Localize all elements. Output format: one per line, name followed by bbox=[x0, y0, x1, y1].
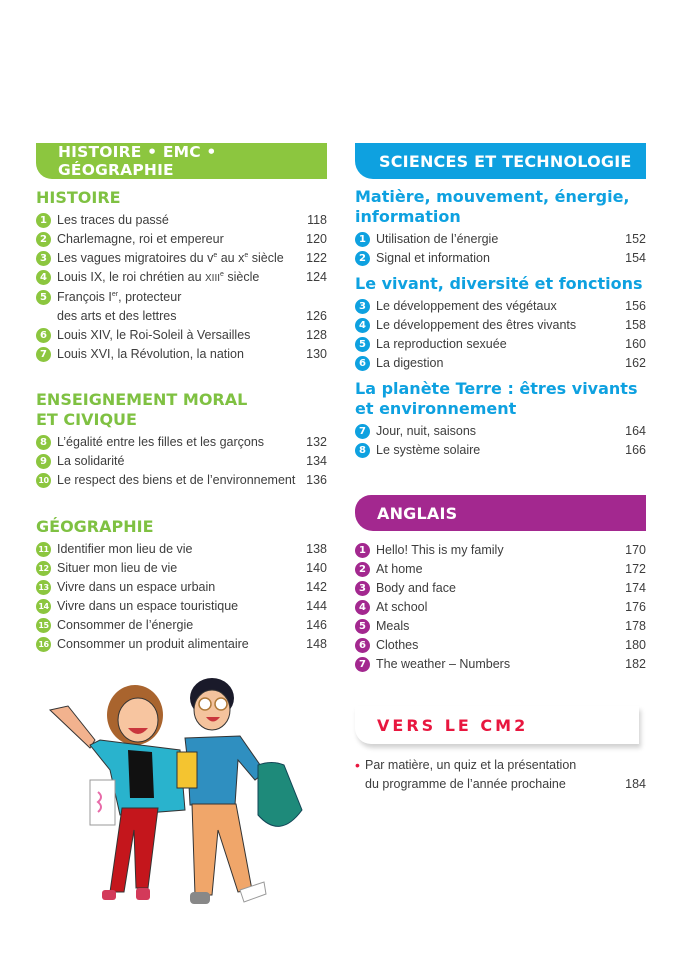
entry-label: Jour, nuit, saisons bbox=[376, 424, 477, 438]
histoire-title: HISTOIRE bbox=[36, 188, 121, 207]
number-badge: 3 bbox=[36, 251, 51, 266]
geographie-list bbox=[36, 540, 327, 654]
entry-label: Les traces du passé bbox=[57, 213, 169, 227]
entry-label: Le respect des biens et de l’environnement bbox=[57, 473, 296, 487]
toc-entry[interactable] bbox=[36, 230, 327, 249]
number-badge: 11 bbox=[36, 542, 51, 557]
entry-label: Clothes bbox=[376, 638, 419, 652]
entry-label: La digestion bbox=[376, 356, 444, 370]
toc-entry[interactable] bbox=[36, 433, 327, 452]
entry-label: Vivre dans un espace touristique bbox=[57, 599, 239, 613]
toc-entry[interactable] bbox=[36, 249, 327, 268]
matiere-title: Matière, mouvement, énergie, information bbox=[355, 187, 630, 226]
entry-label: Consommer de l’énergie bbox=[57, 618, 194, 632]
entry-label: Vivre dans un espace urbain bbox=[57, 580, 216, 594]
emc-title: ENSEIGNEMENT MORAL ET CIVIQUE bbox=[36, 390, 248, 429]
page-number: 172 bbox=[625, 562, 646, 576]
toc-entry[interactable] bbox=[355, 756, 646, 794]
page-number: 176 bbox=[625, 600, 646, 614]
number-badge: 5 bbox=[355, 619, 370, 634]
toc-entry[interactable] bbox=[355, 636, 646, 655]
entry-label: Identifier mon lieu de vie bbox=[57, 542, 193, 556]
number-badge: 2 bbox=[355, 251, 370, 266]
number-badge: 3 bbox=[355, 581, 370, 596]
toc-entry[interactable] bbox=[36, 616, 327, 635]
number-badge: 2 bbox=[36, 232, 51, 247]
toc-entry[interactable] bbox=[355, 560, 646, 579]
number-badge: 4 bbox=[36, 270, 51, 285]
number-badge: 10 bbox=[36, 473, 51, 488]
entry-label: La solidarité bbox=[57, 454, 125, 468]
toc-entry[interactable] bbox=[355, 655, 646, 674]
page-number: 124 bbox=[306, 270, 327, 284]
toc-entry[interactable] bbox=[36, 471, 327, 490]
page-number: 156 bbox=[625, 299, 646, 313]
number-badge: 5 bbox=[36, 290, 51, 305]
page-number: 154 bbox=[625, 251, 646, 265]
toc-entry[interactable] bbox=[355, 541, 646, 560]
bullet-icon: • bbox=[355, 757, 360, 773]
vivant-title: Le vivant, diversité et fonctions bbox=[355, 274, 643, 293]
toc-entry[interactable] bbox=[36, 211, 327, 230]
toc-entry[interactable] bbox=[36, 452, 327, 471]
entry-label: Body and face bbox=[376, 581, 456, 595]
entry-label: Signal et information bbox=[376, 251, 490, 265]
page-number: 120 bbox=[306, 232, 327, 246]
toc-entry[interactable] bbox=[36, 635, 327, 654]
entry-label: Le système solaire bbox=[376, 443, 481, 457]
toc-entry[interactable] bbox=[355, 230, 646, 249]
entry-label: Consommer un produit alimentaire bbox=[57, 637, 249, 651]
number-badge: 4 bbox=[355, 600, 370, 615]
page-number: 128 bbox=[306, 328, 327, 342]
entry-label: Hello! This is my family bbox=[376, 543, 504, 557]
page-number: 144 bbox=[306, 599, 327, 613]
number-badge: 3 bbox=[355, 299, 370, 314]
number-badge: 14 bbox=[36, 599, 51, 614]
entry-label: Utilisation de l’énergie bbox=[376, 232, 499, 246]
toc-entry[interactable] bbox=[355, 316, 646, 335]
toc-entry[interactable] bbox=[36, 597, 327, 616]
toc-entry[interactable] bbox=[36, 559, 327, 578]
number-badge: 15 bbox=[36, 618, 51, 633]
number-badge: 13 bbox=[36, 580, 51, 595]
page-number: 122 bbox=[306, 251, 327, 265]
page-number: 136 bbox=[306, 473, 327, 487]
page-number: 158 bbox=[625, 318, 646, 332]
number-badge: 1 bbox=[355, 543, 370, 558]
number-badge: 6 bbox=[355, 638, 370, 653]
number-badge: 7 bbox=[355, 424, 370, 439]
toc-entry[interactable] bbox=[355, 249, 646, 268]
page-number: 138 bbox=[306, 542, 327, 556]
entry-label: Charlemagne, roi et empereur bbox=[57, 232, 224, 246]
toc-entry[interactable] bbox=[355, 354, 646, 373]
entry-label: François Ier, protecteur des arts et des lettres bbox=[57, 290, 182, 323]
number-badge: 8 bbox=[355, 443, 370, 458]
toc-entry[interactable] bbox=[355, 422, 646, 441]
page-number: 164 bbox=[625, 424, 646, 438]
entry-label: Louis XVI, la Révolution, la nation bbox=[57, 347, 244, 361]
number-badge: 1 bbox=[36, 213, 51, 228]
number-badge: 6 bbox=[36, 328, 51, 343]
entry-label: Le développement des végétaux bbox=[376, 299, 557, 313]
toc-entry[interactable] bbox=[355, 297, 646, 316]
toc-entry[interactable] bbox=[36, 345, 327, 364]
number-badge: 7 bbox=[355, 657, 370, 672]
emc-list bbox=[36, 433, 327, 490]
number-badge: 8 bbox=[36, 435, 51, 450]
entry-label: Les vagues migratoires du $v^e$ au $x^e$ siècle bbox=[57, 251, 284, 265]
page-number: 118 bbox=[307, 213, 327, 227]
planete-title: La planète Terre : êtres vivants et environnement bbox=[355, 379, 638, 418]
histoire-emc-geo-band: HISTOIRE • EMC • GÉOGRAPHIE bbox=[36, 143, 327, 179]
toc-entry[interactable] bbox=[355, 579, 646, 598]
toc-entry[interactable] bbox=[355, 441, 646, 460]
page-number: 160 bbox=[625, 337, 646, 351]
toc-entry[interactable] bbox=[355, 598, 646, 617]
entry-label: At home bbox=[376, 562, 423, 576]
page-number: 132 bbox=[306, 435, 327, 449]
page-number: 178 bbox=[625, 619, 646, 633]
page-number: 174 bbox=[625, 581, 646, 595]
page-number: 170 bbox=[625, 543, 646, 557]
number-badge: 2 bbox=[355, 562, 370, 577]
planete-list bbox=[355, 422, 646, 460]
page-number: 134 bbox=[306, 454, 327, 468]
entry-label: Meals bbox=[376, 619, 410, 633]
toc-entry[interactable] bbox=[36, 540, 327, 559]
toc-entry[interactable] bbox=[36, 268, 327, 288]
page-number: 166 bbox=[625, 443, 646, 457]
students-illustration bbox=[40, 670, 320, 920]
page-number: 142 bbox=[306, 580, 327, 594]
entry-label: The weather – Numbers bbox=[376, 657, 511, 671]
page-number: 126 bbox=[306, 309, 327, 323]
vivant-list bbox=[355, 297, 646, 373]
number-badge: 1 bbox=[355, 232, 370, 247]
page-number: 182 bbox=[625, 657, 646, 671]
histoire-list bbox=[36, 211, 327, 364]
anglais-band: ANGLAIS bbox=[355, 495, 646, 531]
entry-label: Par matière, un quiz et la présentation du programme de l’année prochaine bbox=[365, 758, 577, 791]
anglais-list bbox=[355, 541, 646, 674]
number-badge: 6 bbox=[355, 356, 370, 371]
toc-entry[interactable] bbox=[355, 335, 646, 354]
entry-label: At school bbox=[376, 600, 428, 614]
toc-entry[interactable] bbox=[36, 578, 327, 597]
number-badge: 12 bbox=[36, 561, 51, 576]
number-badge: 16 bbox=[36, 637, 51, 652]
entry-label: Louis IX, le roi chrétien au XIIIe siècle bbox=[57, 270, 260, 284]
entry-label: Le développement des êtres vivants bbox=[376, 318, 577, 332]
entry-label: L’égalité entre les filles et les garçons bbox=[57, 435, 265, 449]
page-number: 180 bbox=[625, 638, 646, 652]
toc-entry[interactable] bbox=[355, 617, 646, 636]
number-badge: 9 bbox=[36, 454, 51, 469]
matiere-list bbox=[355, 230, 646, 268]
left-column bbox=[36, 143, 327, 654]
sciences-technologie-band: SCIENCES ET TECHNOLOGIE bbox=[355, 143, 646, 179]
page-number: 130 bbox=[306, 347, 327, 361]
number-badge: 7 bbox=[36, 347, 51, 362]
number-badge: 4 bbox=[355, 318, 370, 333]
page-number: 152 bbox=[625, 232, 646, 246]
number-badge: 5 bbox=[355, 337, 370, 352]
entry-label: Louis XIV, le Roi-Soleil à Versailles bbox=[57, 328, 251, 342]
right-column bbox=[355, 143, 646, 794]
page-number: 184 bbox=[625, 777, 646, 791]
toc-entry[interactable] bbox=[36, 326, 327, 345]
page-number: 148 bbox=[306, 637, 327, 651]
geographie-title: GÉOGRAPHIE bbox=[36, 517, 154, 536]
vers-le-cm2-band: VERS LE CM2 bbox=[355, 706, 639, 744]
entry-label: La reproduction sexuée bbox=[376, 337, 507, 351]
page-number: 162 bbox=[625, 356, 646, 370]
page-number: 146 bbox=[306, 618, 327, 632]
toc-entry[interactable] bbox=[36, 288, 327, 326]
entry-label: Situer mon lieu de vie bbox=[57, 561, 178, 575]
page-number: 140 bbox=[306, 561, 327, 575]
